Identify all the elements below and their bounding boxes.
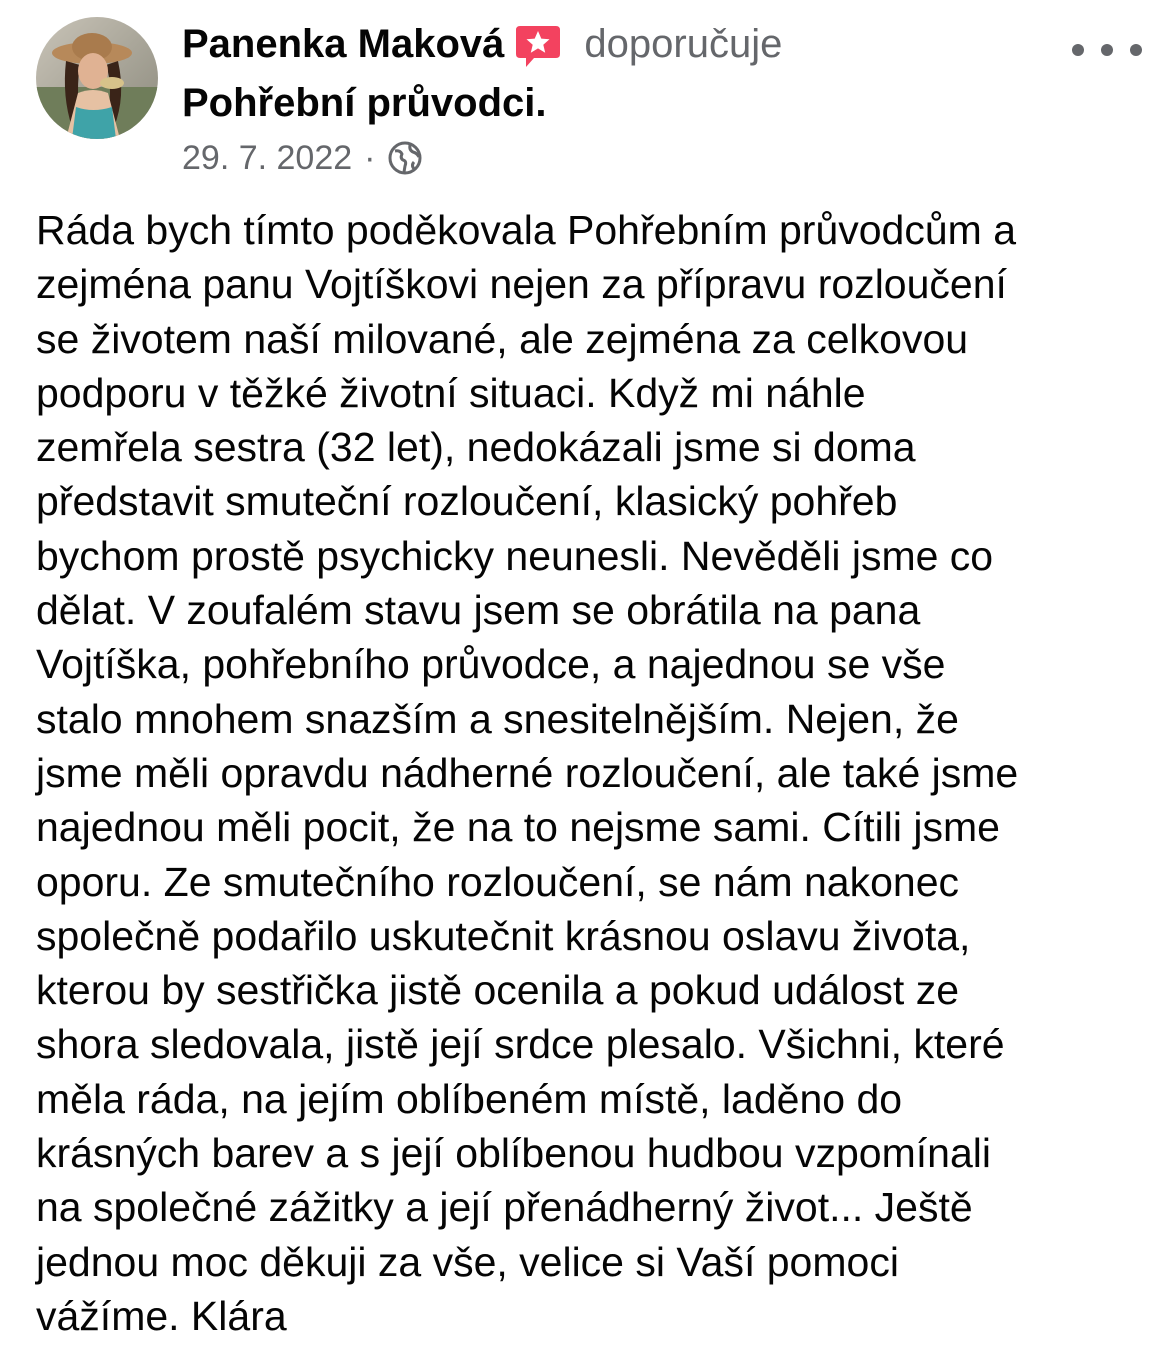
more-dots-icon <box>1072 44 1084 56</box>
globe-icon[interactable] <box>387 140 423 176</box>
post-date[interactable]: 29. 7. 2022 <box>182 138 353 177</box>
post-body-text: Ráda bych tímto poděkovala Pohřebním průvodcům a zejména panu Vojtíškovi nejen za přípravu rozloučení se životem naší milované, ale zejména za celkovou podporu v těžké životní situaci. Když mi náhle zemřela sestra (32 let), nedokázali jsme si doma představit smuteční rozloučení, klasický pohřeb bychom prostě psychicky neunesli. Nevěděli jsme co dělat. V zoufalém stavu jsem se obrátila na pana Vojtíška, pohřebního průvodce, a najednou se vše stalo mnohem snazším a snesitelnějším. Nejen, že jsme měli opravdu nádherné rozloučení, ale také jsme najednou měli pocit, že na to nejsme sami. Cítili jsme oporu. Ze smutečního rozloučení, se nám nakonec společně podařilo uskutečnit krásnou oslavu života, kterou by sestřička jistě ocenila a pokud událost ze shora sledovala, jistě její srdce plesalo. Všichni, které měla ráda, na jejím oblíbeném místě, laděno do krásných barev a s její oblíbenou hudbou vzpomínali na společné zážitky a její přenádherný život... Ještě jednou moc děkuji za vše, velice si Vaší pomoci vážíme. Klára <box>36 207 1019 1339</box>
page-name-suffix: . <box>535 81 547 125</box>
recommended-page <box>182 75 546 131</box>
recommend-star-icon <box>514 22 562 70</box>
more-dots-icon <box>1130 44 1142 56</box>
post-meta <box>182 134 423 182</box>
more-options-button[interactable] <box>1072 28 1142 72</box>
meta-separator: · <box>364 138 376 177</box>
more-dots-icon <box>1101 44 1113 56</box>
avatar-photo <box>36 17 158 139</box>
page-name-link[interactable]: Pohřební průvodci <box>182 81 536 125</box>
author-avatar[interactable] <box>36 17 158 139</box>
action-text: doporučuje <box>584 21 783 66</box>
author-name[interactable]: Panenka Maková <box>182 21 505 66</box>
post-header <box>182 16 782 72</box>
